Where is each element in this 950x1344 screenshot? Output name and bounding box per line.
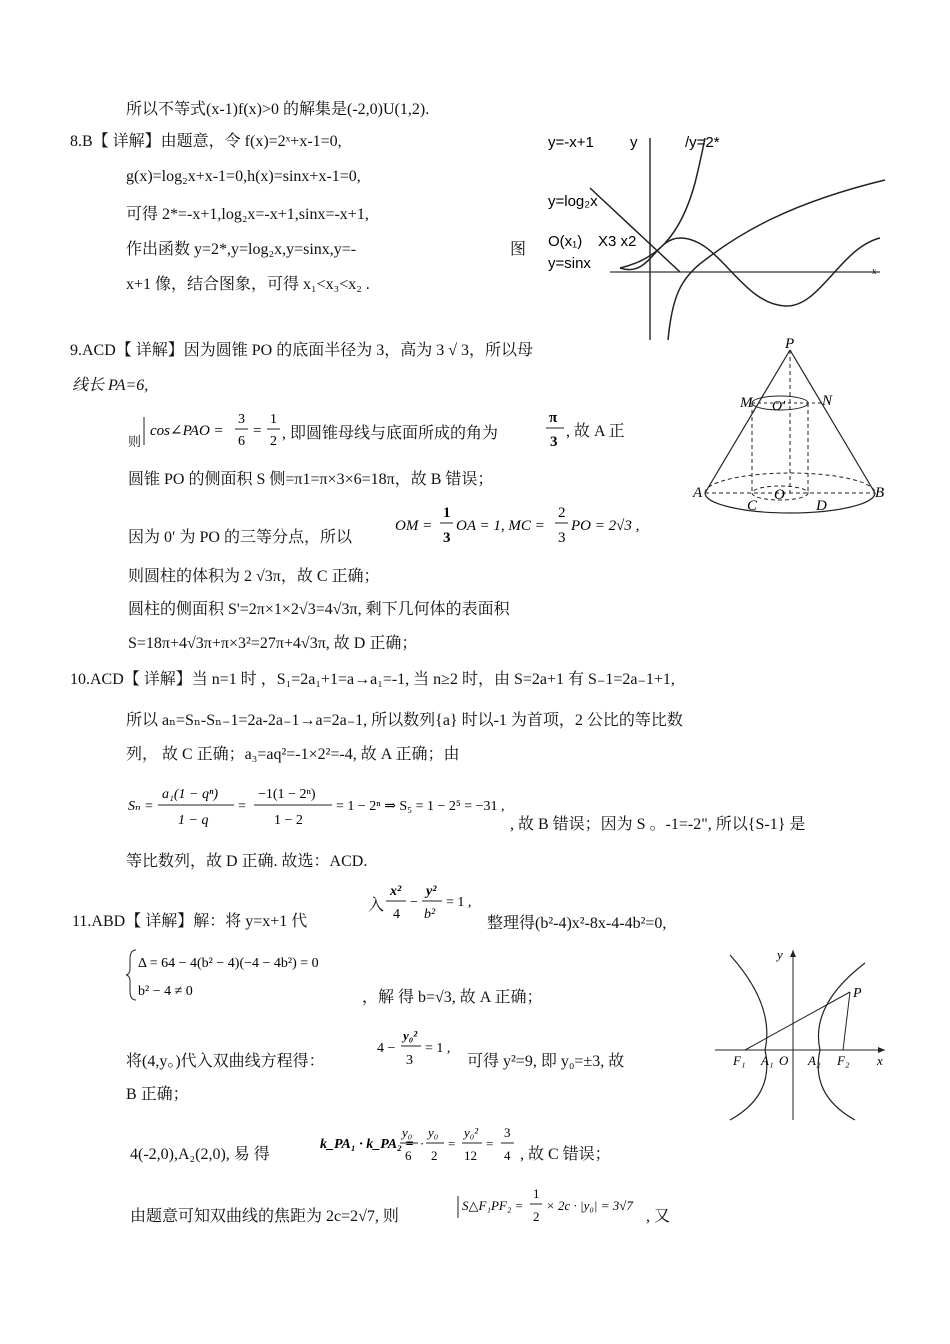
q11-ru: 入 [368,897,385,914]
q9-a-correct: , 故 A 正 [566,423,625,440]
y0-end: = 1 , [425,1041,451,1056]
sn-n2: −1(1 − 2ⁿ) [258,787,316,802]
angle-pi-3 [544,404,568,454]
cone-figure [690,335,890,520]
k-lhs: k_PA₁ · k_PA₂ = [320,1137,414,1152]
q11-line-1b: 整理得(b²-4)x²-8x-4-4b²=0, [487,915,667,932]
conclusion-line: 所以不等式(x-1)f(x)>0 的解集是(-2,0)U(1,2). [126,101,430,118]
k-d2: 2 [431,1148,438,1163]
mc-end: PO = 2√3 , [571,518,640,534]
cos-d1: 6 [238,434,245,449]
q9-line-2: 线长 PA=6, [72,377,149,394]
hyp-A2: A₂ [808,1053,821,1068]
q11-line-5: 4(-2,0),A₂(2,0), 易 得 [130,1146,270,1163]
sn-lhs: Sₙ = [128,799,154,814]
cone-O1: O' [772,399,786,414]
cos-n1: 3 [238,412,245,427]
q9-line-1: 9.ACD【 详解】因为圆锥 PO 的底面半径为 3，高为 3 √ 3，所以母 [70,342,534,359]
cone-P: P [785,336,795,352]
cone-N: N [822,393,833,409]
om-formula [393,500,643,550]
q9-then: 则 [128,434,142,449]
hyp-d2: b² [424,907,436,922]
y0-equation [375,1024,465,1072]
q10-line-2: 所以 aₙ=Sₙ-Sₙ₋1=2a-2a₋1→a=2a₋1, 所以数列{a} 时以-1 为首项，2 公比的等比数 [126,712,683,729]
cos-n2: 1 [270,412,277,427]
cone-C: C [747,498,758,514]
sn-n1: a₁(1 − qⁿ) [162,787,219,802]
k-n3: y₀² [464,1125,479,1140]
q11-line-1: 11.ABD【 详解】解：将 y=x+1 代 [72,913,308,930]
hyp-y: y [777,947,783,962]
q8-line-1: 8.B【 详解】由题意，令 f(x)=2ˣ+x-1=0, [70,133,342,150]
q8-line-3: 可得 2*=-x+1,log₂x=-x+1,sinx=-x+1, [126,206,369,223]
sn-formula [126,780,516,832]
x-axis-label: x [872,266,877,276]
three: 3 [550,434,558,450]
hyp-P: P [853,986,862,1001]
cone-O: O [774,487,785,503]
k-d3: 12 [464,1148,477,1163]
q11-line-2: ，解 得 b=√3, 故 A 正确； [362,989,543,1006]
k-n1: y₀ [402,1125,413,1140]
om-n: 1 [443,505,451,521]
hyp-A1: A₁ [761,1053,774,1068]
cone-A: A [693,485,703,501]
system-eq2: b² − 4 ≠ 0 [138,984,193,999]
hyperbola-figure [715,945,890,1125]
q9-line-6: 则圆柱的体积为 2 √3π，故 C 正确； [128,568,380,585]
triangle-area [456,1182,656,1232]
svg-text:=: = [448,1136,456,1151]
q10-line-4: , 故 B 错误；因为 S 。-1=-2", 所以{S-1} 是 [510,816,806,833]
mc-n: 2 [558,505,566,521]
area-end: × 2c · |y₀| = 3√7 [546,1198,633,1213]
q9-line-4: 圆锥 PO 的侧面积 S 侧=π1=π×3×6=18π，故 B 错误； [128,471,494,488]
hyp-end: = 1 , [446,895,472,910]
hyp-F1: F₁ [733,1053,746,1068]
area-n: 1 [533,1186,540,1201]
q8-line-4: 作出函数 y=2*,y=log₂x,y=sinx,y=- [126,241,357,258]
q9-angle-text: , 即圆锥母线与底面所成的角为 [282,425,499,442]
svg-text:=: = [253,423,262,439]
hyp-d1: 4 [393,907,400,922]
cos-formula [142,405,292,455]
om-lhs: OM = [395,518,433,534]
q10-line-1: 10.ACD【 详解】当 n=1 时 ，S₁=2a₁+1=a→a₁=-1, 当 n≥2 时，由 S=2a+1 有 S₋1=2a₋1+1, [70,671,675,688]
discriminant-system [126,945,366,1005]
q9-line-7: 圆柱的侧面积 S'=2π×1×2√3=4√3π, 剩下几何体的表面积 [128,601,510,618]
area-d: 2 [533,1209,540,1224]
system-eq1: Δ = 64 − 4(b² − 4)(−4 − 4b²) = 0 [138,956,319,971]
cos-d2: 2 [270,434,277,449]
mc-d: 3 [558,530,566,546]
label-log: y=log₂x [548,193,598,210]
om-mid: OA = 1, MC = [456,518,545,534]
hyp-O: O [779,1053,789,1068]
q8-line-5: x+1 像，结合图象，可得 x₁<x₃<x₂ . [126,276,370,293]
q11-line-3b: 可得 y²=9, 即 y₀=±3, 故 [467,1053,625,1070]
q11-line-3: 将(4,y。)代入双曲线方程得： [126,1053,325,1070]
svg-text:−: − [410,895,418,910]
hyp-x: x [877,1053,883,1068]
q11-line-5b: , 故 C 错误； [520,1146,611,1163]
label-y-axis: y [630,134,638,151]
label-sin: y=sinx [548,255,591,272]
line-neg-x-plus-1 [590,188,680,272]
q11-line-4: B 正确； [126,1086,189,1103]
pi: π [549,410,558,426]
hyp-n1: x² [390,884,402,899]
cone-B: B [875,485,885,501]
sn-d2: 1 − 2 [274,813,303,828]
hyp-F2: F₂ [837,1053,850,1068]
hyp-n2: y² [426,884,437,899]
svg-text:·: · [420,1136,425,1151]
y0-n: y₀² [403,1028,418,1043]
cone-D: D [816,498,827,514]
sn-end: = 1 − 2ⁿ ⇒ S₅ = 1 − 2⁵ = −31 , [336,799,505,814]
k-d1: 6 [405,1148,412,1163]
hyperbola-equation [384,878,484,926]
k-n2: y₀ [428,1125,439,1140]
curve-log [668,180,885,340]
cos-lhs: cos∠PAO = [150,423,224,439]
label-origin: O(x₁) [548,233,583,250]
q8-line-2: g(x)=log₂x+x-1=0,h(x)=sinx+x-1=0, [126,168,361,185]
om-d: 3 [443,530,451,546]
q9-line-5: 因为 0′ 为 PO 的三等分点，所以 [128,529,352,546]
q10-line-3: 列， 故 C 正确；a₃=aq²=-1×2²=-4, 故 A 正确；由 [126,746,460,763]
q8-fig-char: 图 [510,241,527,258]
label-neg-x: y=-x+1 [548,134,594,151]
y0-d: 3 [406,1053,413,1068]
svg-text:=: = [486,1136,494,1151]
y0-pre: 4 − [377,1041,396,1056]
svg-text:=: = [238,799,246,814]
label-x3-x2: X3 x2 [598,233,637,250]
q9-line-8: S=18π+4√3π+π×3²=27π+4√3π, 故 D 正确； [128,635,418,652]
label-exp: /y=2* [685,134,720,151]
q10-line-5: 等比数列，故 D 正确. 故选：ACD. [126,853,368,870]
q11-line-6: 由题意可知双曲线的焦距为 2c=2√7, 则 [130,1208,399,1225]
area-lhs: S△F₁PF₂ = [462,1198,524,1213]
k-n4: 3 [504,1125,511,1140]
slope-product [318,1120,528,1170]
function-graph [540,128,890,343]
q11-line-6b: , 又 [646,1208,671,1225]
k-d4: 4 [504,1148,511,1163]
cone-M: M [740,395,753,411]
sn-d1: 1 − q [178,813,209,828]
